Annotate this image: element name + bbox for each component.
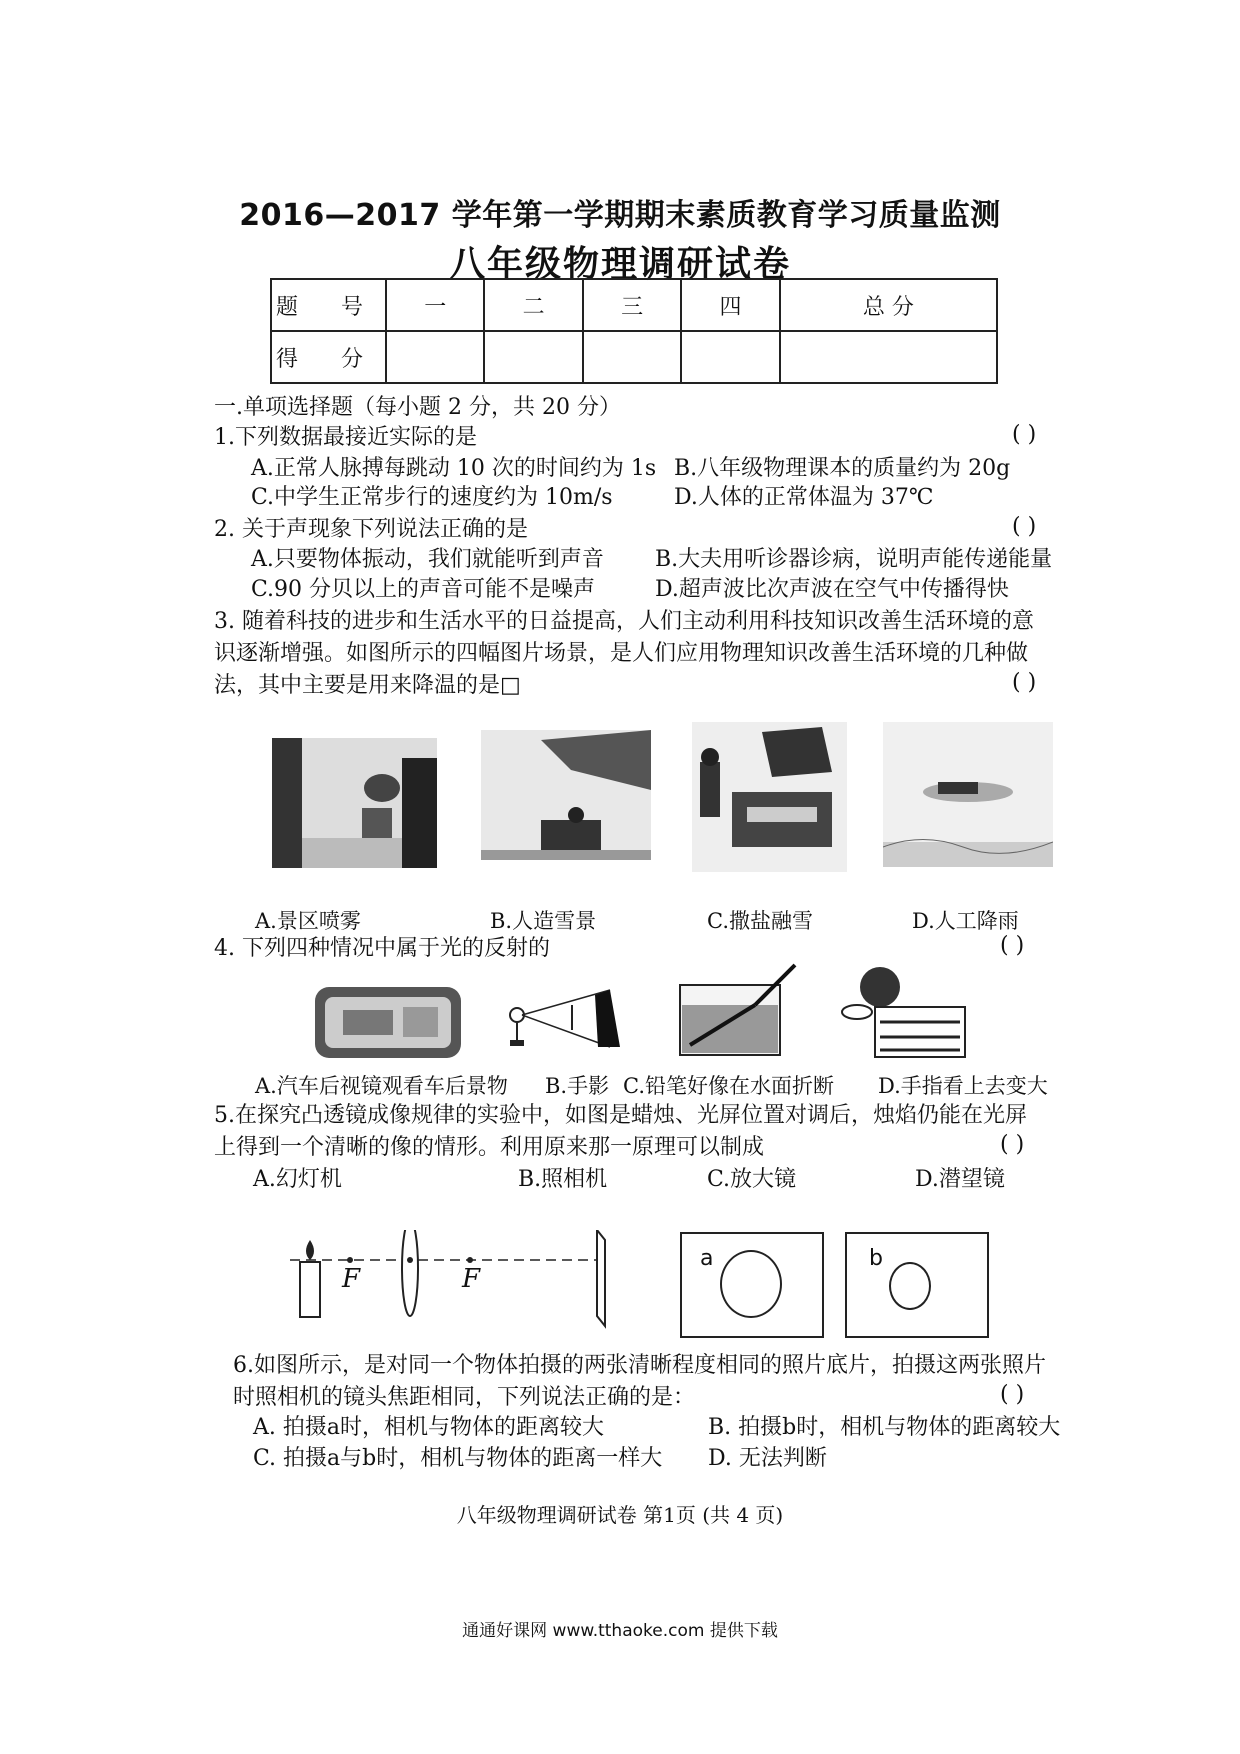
q3-caption-c: C.撒盐融雪 [707,909,813,933]
q6-answer-paren[interactable]: ( ) [1000,1382,1025,1407]
score-input-cell[interactable] [583,331,681,383]
score-cell-section3: 三 [583,279,681,331]
q2-option-d: D.超声波比次声波在空气中传播得快 [655,577,1009,602]
score-input-cell[interactable] [681,331,779,383]
score-cell-section1: 一 [386,279,484,331]
q3-line3: 法，其中主要是用来降温的是□ [214,673,521,698]
q4-caption-d: D.手指看上去变大 [878,1074,1048,1098]
q5-line1: 5.在探究凸透镜成像规律的实验中，如图是蜡烛、光屏位置对调后，烛焰仍能在光屏 [214,1103,1027,1128]
page-footer: 八年级物理调研试卷 第1页 (共 4 页) [456,1503,784,1527]
focal-point-left [347,1257,353,1263]
q4-photo-c-pencil [670,960,800,1060]
q6-option-a: A. 拍摄a时，相机与物体的距离较大 [253,1415,604,1440]
focus-label-left: F [342,1264,361,1294]
q1-stem: 1.下列数据最接近实际的是 [214,425,477,450]
focus-label-right: F [462,1264,481,1294]
q3-caption-b: B.人造雪景 [490,909,597,933]
q5-lens-diagram [285,1230,635,1330]
q6-image-circle-small [889,1262,931,1310]
q2-answer-paren[interactable]: ( ) [1012,514,1037,539]
q6-photo-b-label: b [869,1246,883,1271]
q4-photo-a-mirror [313,985,463,1060]
q1-option-d: D.人体的正常体温为 37℃ [674,485,934,510]
light-screen-icon [597,1230,605,1326]
q3-caption-a: A.景区喷雾 [255,909,361,933]
q4-photo-d-finger [835,962,985,1062]
section-heading: 一.单项选择题（每小题 2 分，共 20 分） [214,395,621,420]
q6-option-c: C. 拍摄a与b时，相机与物体的距离一样大 [253,1446,663,1471]
q6-option-d: D. 无法判断 [708,1446,827,1471]
q4-photo-b-shadow [500,985,630,1055]
q3-line1: 3. 随着科技的进步和生活水平的日益提高，人们主动利用科技知识改善生活环境的意 [214,609,1034,634]
focal-point-right [467,1257,473,1263]
q3-caption-d: D.人工降雨 [912,909,1019,933]
q4-caption-c: C.铅笔好像在水面折断 [623,1074,834,1098]
q3-photo-d-rain [883,722,1053,867]
q6-line2: 时照相机的镜头焦距相同，下列说法正确的是： [233,1385,696,1410]
score-input-cell[interactable] [386,331,484,383]
q3-photo-c-salt [692,722,847,872]
q2-option-c: C.90 分贝以上的声音可能不是噪声 [251,577,596,602]
q5-option-a: A.幻灯机 [253,1167,342,1192]
score-cell-total: 总 分 [780,279,997,331]
convex-lens-icon [402,1230,418,1316]
candle-icon [300,1262,320,1317]
q5-answer-paren[interactable]: ( ) [1000,1132,1025,1157]
q6-photo-b [845,1232,989,1338]
q6-photo-a-label: a [700,1246,714,1271]
q6-option-b: B. 拍摄b时，相机与物体的距离较大 [708,1415,1061,1440]
q1-option-a: A.正常人脉搏每跳动 10 次的时间约为 1s [251,456,657,481]
q3-answer-paren[interactable]: ( ) [1012,670,1037,695]
score-input-cell[interactable] [484,331,582,383]
exam-title-line1: 2016—2017 学年第一学期期末素质教育学习质量监测 [239,198,1001,233]
score-table-score-row [271,331,997,383]
q6-line1: 6.如图所示，是对同一个物体拍摄的两张清晰程度相同的照片底片，拍摄这两张照片 [233,1353,1046,1378]
q5-option-d: D.潜望镜 [915,1167,1005,1192]
q1-option-c: C.中学生正常步行的速度约为 10m/s [251,485,613,510]
score-table-header-row [271,279,997,331]
q2-option-b: B.大夫用听诊器诊病，说明声能传递能量 [655,547,1053,572]
q3-photo-b-snow [481,730,651,860]
score-cell-label: 题 号 [271,279,386,331]
exam-title-line2: 八年级物理调研试卷 [448,244,791,285]
q2-stem: 2. 关于声现象下列说法正确的是 [214,517,528,542]
q6-image-circle-large [720,1250,782,1318]
score-input-cell[interactable] [780,331,997,383]
score-row-label: 得 分 [271,331,386,383]
q4-caption-a: A.汽车后视镜观看车后景物 [255,1074,508,1098]
q3-photo-a-spray [272,738,437,868]
score-cell-section2: 二 [484,279,582,331]
q1-answer-paren[interactable]: ( ) [1012,422,1037,447]
q4-stem: 4. 下列四种情况中属于光的反射的 [214,936,550,961]
q2-option-a: A.只要物体振动，我们就能听到声音 [251,547,604,572]
q1-option-b: B.八年级物理课本的质量约为 20g [674,456,1011,481]
q4-caption-b: B.手影 [545,1074,610,1098]
q5-line2: 上得到一个清晰的像的情形。利用原来那一原理可以制成 [214,1135,765,1160]
source-credit: 通通好课网 www.tthaoke.com 提供下载 [462,1621,778,1641]
q5-option-b: B.照相机 [518,1167,608,1192]
q6-photo-a [680,1232,824,1338]
q3-line2: 识逐渐增强。如图所示的四幅图片场景，是人们应用物理知识改善生活环境的几种做 [214,641,1029,666]
score-cell-section4: 四 [681,279,779,331]
candle-flame-icon [306,1240,314,1260]
q5-option-c: C.放大镜 [707,1167,797,1192]
score-table [270,278,998,384]
q4-answer-paren[interactable]: ( ) [1000,933,1025,958]
